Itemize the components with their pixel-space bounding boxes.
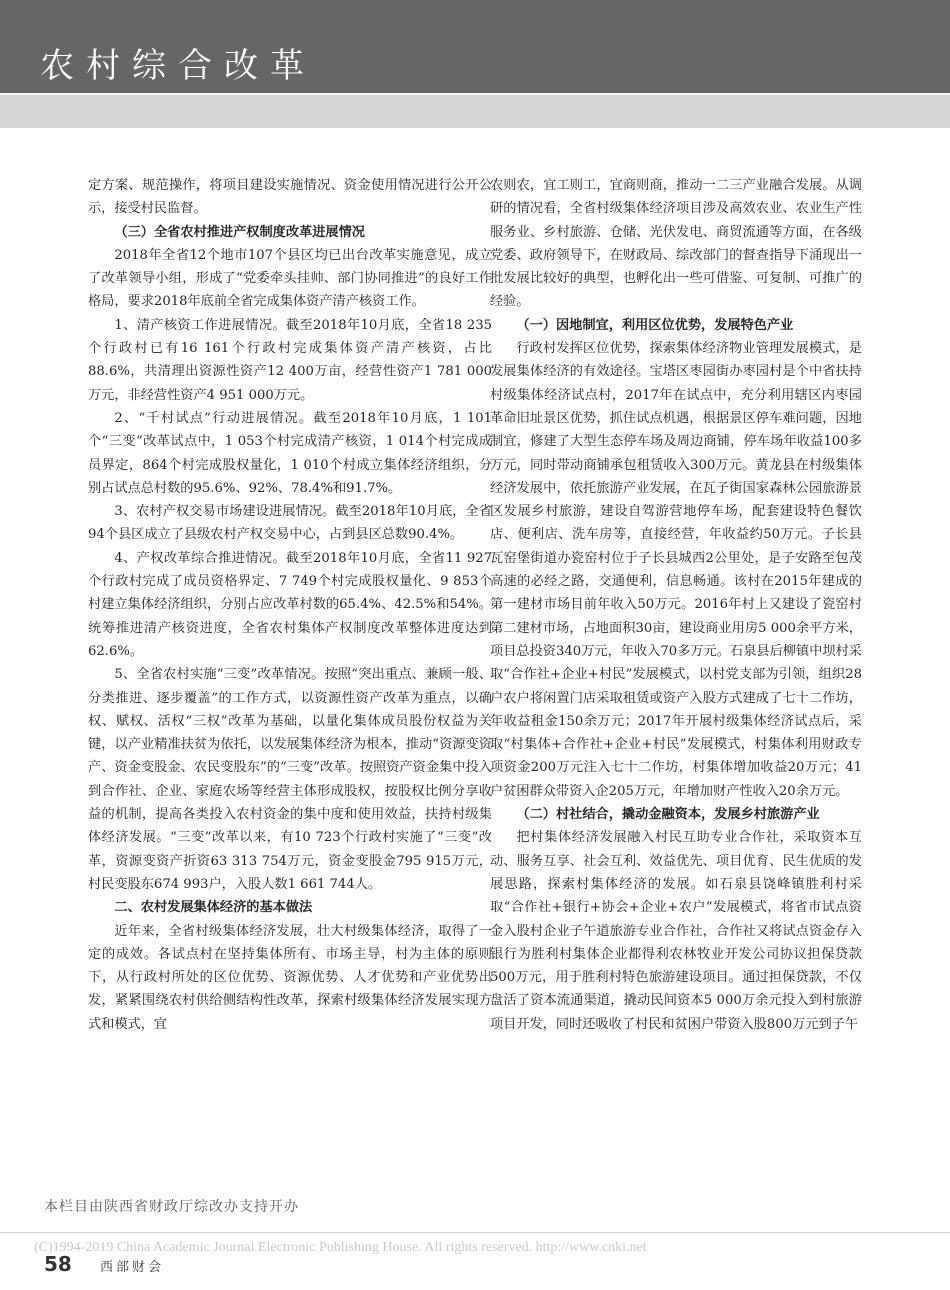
right-column	[490, 174, 862, 1036]
paragraph: 行政村发挥区位优势，探索集体经济物业管理发展模式，是发展集体经济的有效途径。宝塔区枣园街办枣园村是个中省扶持村级集体经济试点村，2017年在试点中，充分利用辖区内枣园革命旧址景区优势，抓住试点机遇，根据景区停车难问题，因地制宜，修建了大型生态停车场及周边商铺，停车场年收益100多万元，同时带动商铺承包租赁收入300万元。黄龙县在村级集体经济发展中，依托旅游产业发展，在瓦子街国家森林公园旅游景区发展乡村旅游，建设自驾游营地停车场，配套建设特色餐饮店、便利店、洗车房等，直接经营，年收益约50万元。子长县瓦窑堡街道办瓷窑村位于子长县城西2公里处，是子安路至包茂高速的必经之路，交通便利，信息畅通。该村在2015年建成的第一建材市场目前年收入50万元。2016年村上又建设了瓷窑村第二建材市场，占地面积30亩，建设商业用房5 000余平方米，项目总投资340万元，年收入70多万元。石泉县后柳镇中坝村采取“合作社+企业+村民”发展模式，以村党支部为引领，组织28户农户将闲置门店采取租赁或资产入股方式建成了七十二作坊，年收益租金150余万元；2017年开展村级集体经济试点后，采取“村集体+合作社+企业+村民”发展模式，村集体利用财政专项资金200万元注入七十二作坊，村集体增加收益20万元；41户贫困群众带资入企205万元，年增加财产性收入20余万元。	[490, 341, 862, 799]
column-sponsor-note: 本栏目由陕西省财政厅综改办支持开办	[44, 1199, 299, 1215]
paragraph: 2018年全省12个地市107个县区均已出台改革实施意见，成立了改革领导小组，形成了“党委牵头挂帅、部门协同推进”的良好工作格局，要求2018年底前全省完成集体资产清产核资工作。	[88, 247, 492, 310]
header-divider	[0, 93, 950, 95]
paragraph: 3、农村产权交易市场建设进展情况。截至2018年10月底，全省94个县区成立了县级农村产权交易中心，占到县区总数90.4%。	[88, 504, 492, 543]
paragraph: 定方案、规范操作，将项目建设实施情况、资金使用情况进行公开公示，接受村民监督。	[88, 178, 492, 217]
paragraph: 2、“千村试点”行动进展情况。截至2018年10月底，1 101个“三变”改革试点中，1 053个村完成清产核资，1 014个村完成成员界定，864个村完成股权量化，1 010个村成立集体经济组织，分别占试点总村数的95.6%、92%、78.4%和91.7%。	[88, 410, 492, 496]
paragraph: 5、全省农村实施“三变”改革情况。按照“突出重点、兼顾一般、分类推进、逐步覆盖”的工作方式，以资源性资产改革为重点，以确权、赋权、活权“三权”改革为基础，以量化集体成员股份权益为关键，以产业精准扶贫为依托，以发展集体经济为根本，推动“资源变资产、资金变股金、农民变股东”的“三变”改革。按照资产资金集中投入到合作社、企业、家庭农场等经营主体形成股权，按股权比例分享收益的机制，提高各类投入农村资金的集中度和使用效益，扶持村级集体经济发展。“三变”改革以来，有10 723个行政村实施了“三变”改革，资源变资产折资63 313 754万元，资金变股金795 915万元，村民变股东674 993户，入股人数1 661 744人。	[88, 667, 492, 892]
page-number: 58	[44, 1252, 72, 1276]
paragraph: 4、产权改革综合推进情况。截至2018年10月底，全省11 927个行政村完成了成员资格界定、7 749个村完成股权量化、9 853个村建立集体经济组织，分别占应改革村数的65.4%、42.5%和54%。统筹推进清产核资进度，全省农村集体产权制度改革整体进度达到62.6%。	[88, 550, 492, 659]
paragraph: 农则农，宜工则工，宜商则商，推动一二三产业融合发展。从调研的情况看，全省村级集体经济项目涉及高效农业、农业生产性服务业、乡村旅游、仓储、光伏发电、商贸流通等方面，在各级党委、政府领导下，在财政局、综改部门的督查指导下涌现出一批发展比较好的典型，也孵化出一些可借鉴、可复制、可推广的经验。	[490, 178, 862, 310]
left-column	[88, 174, 492, 1036]
footer-divider	[0, 1232, 950, 1233]
copyright-watermark: (C)1994-2019 China Academic Journal Electronic Publishing House. All rights reserved. http://www.cnki.net	[34, 1240, 647, 1255]
paragraph: 1、清产核资工作进展情况。截至2018年10月底，全省18 235个行政村已有16 161个行政村完成集体资产清产核资，占比88.6%，共清理出资源性资产12 400万亩，经营性资产1 781 000万元，非经营性资产4 951 000万元。	[88, 317, 492, 403]
section-heading: （二）村社结合，撬动金融资本，发展乡村旅游产业	[516, 807, 820, 823]
paragraph: 近年来，全省村级集体经济发展，壮大村级集体经济，取得了一定的成效。各试点村在坚持集体所有、市场主导，村为主体的原则下，从行政村所处的区位优势、资源优势、人才优势和产业优势出发，紧紧围绕农村供给侧结构性改革，探索村级集体经济发展实现方式和模式，宜	[88, 923, 492, 1032]
paragraph: 把村集体经济发展融入村民互助专业合作社，采取资本互动、服务互享、社会互利、效益优先、项目优育、民生优质的发展思路，探索村集体经济的发展。如石泉县饶峰镇胜利村采取“合作社+银行+协会+企业+农户”发展模式，将省市试点资金入股村企业子午道旅游专业合作社，合作社又将试点资金存入银行为胜利村集体企业都得利农林牧业开发公司协议担保贷款500万元，用于胜利村特色旅游建设项目。通过担保贷款，不仅盘活了资本流通渠道，撬动民间资本5 000万余元投入到村旅游项目开发，同时还吸收了村民和贫困户带资入股800万元到子午	[490, 830, 862, 1032]
journal-name: 西部财会	[100, 1260, 165, 1275]
section-heading: （三）全省农村推进产权制度改革进展情况	[114, 224, 365, 240]
section-heading: 二、农村发展集体经济的基本做法	[114, 900, 313, 916]
section-title: 农村综合改革	[40, 46, 316, 86]
section-heading: （一）因地制宜，利用区位优势，发展特色产业	[516, 317, 794, 333]
